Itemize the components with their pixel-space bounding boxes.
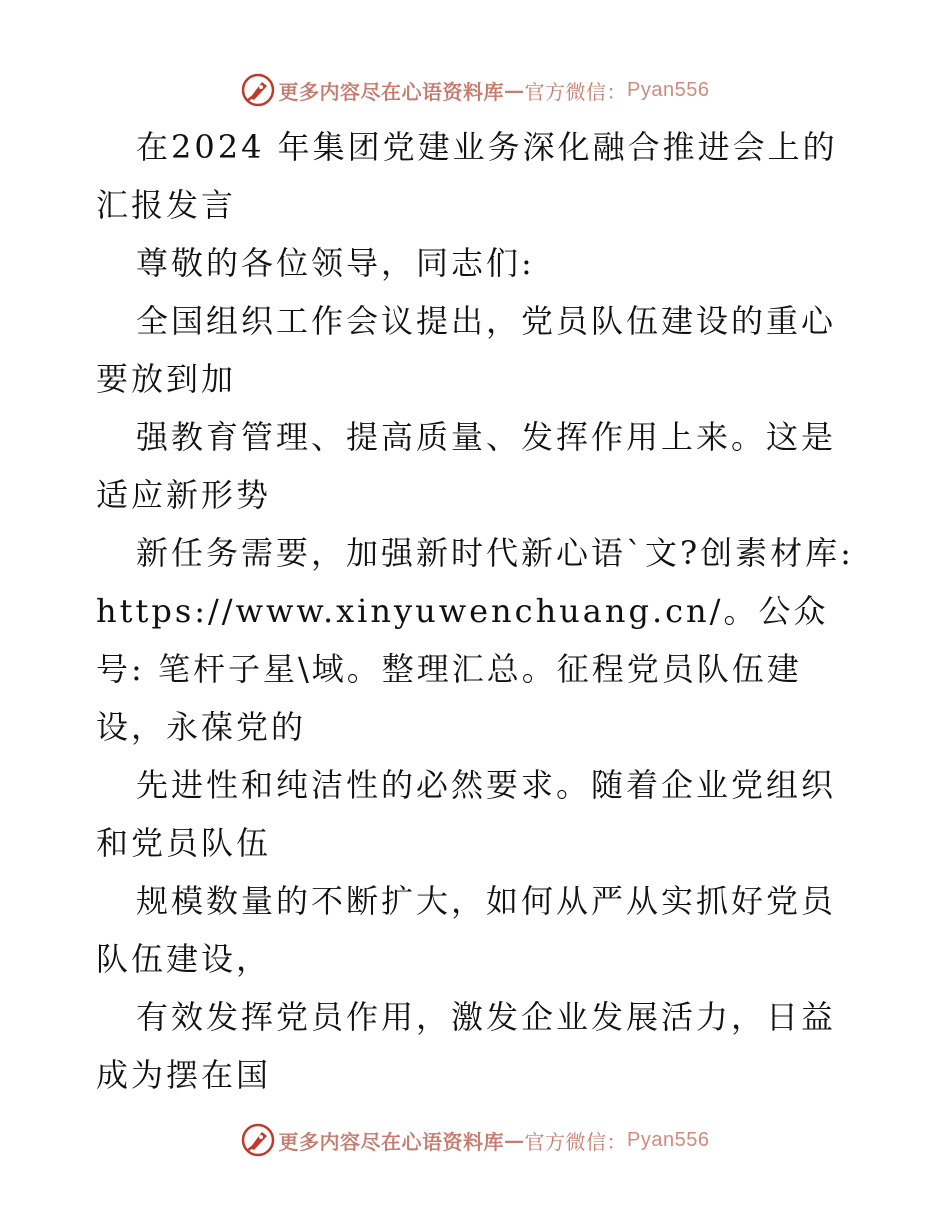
footer-banner: [0, 1120, 950, 1160]
paragraph-salutation: 尊敬的各位领导，同志们:: [136, 244, 535, 282]
pen-nib-logo-icon: [241, 73, 275, 107]
paragraph: 先进性和纯洁性的必然要求。随着企业党组织和党员队伍: [96, 766, 837, 862]
header-banner: [0, 70, 950, 110]
paragraph-title: 在2024 年集团党建业务深化融合推进会上的汇报发言: [96, 128, 838, 224]
paragraph: 全国组织工作会议提出，党员队伍建设的重心要放到加: [96, 302, 837, 398]
document-body: [96, 118, 856, 1104]
banner-wechat-id: Pyan556: [627, 78, 710, 101]
paragraph: 新任务需要，加强新时代新心语`文?创素材库: https://www.xinyuwenchuang.cn/。公众号: 笔杆子星\域。整理汇总。征程党员队伍建设，永葆党的: [96, 534, 854, 746]
paragraph: 强教育管理、提高质量、发挥作用上来。这是适应新形势: [96, 418, 837, 514]
pen-nib-logo-icon: [241, 1123, 275, 1157]
paragraph: 有效发挥党员作用，激发企业发展活力，日益成为摆在国: [96, 998, 837, 1094]
banner-text: 更多内容尽在心语资料库: [278, 79, 505, 104]
paragraph: 规模数量的不断扩大，如何从严从实抓好党员队伍建设，: [96, 882, 837, 978]
banner-wechat-label: 官方微信：: [524, 79, 628, 104]
banner-wechat-id: Pyan556: [627, 1128, 710, 1151]
banner-text: 更多内容尽在心语资料库: [278, 1129, 505, 1154]
banner-wechat-label: 官方微信：: [524, 1129, 628, 1154]
banner-dash: —: [504, 78, 525, 102]
banner-dash: —: [504, 1128, 525, 1152]
